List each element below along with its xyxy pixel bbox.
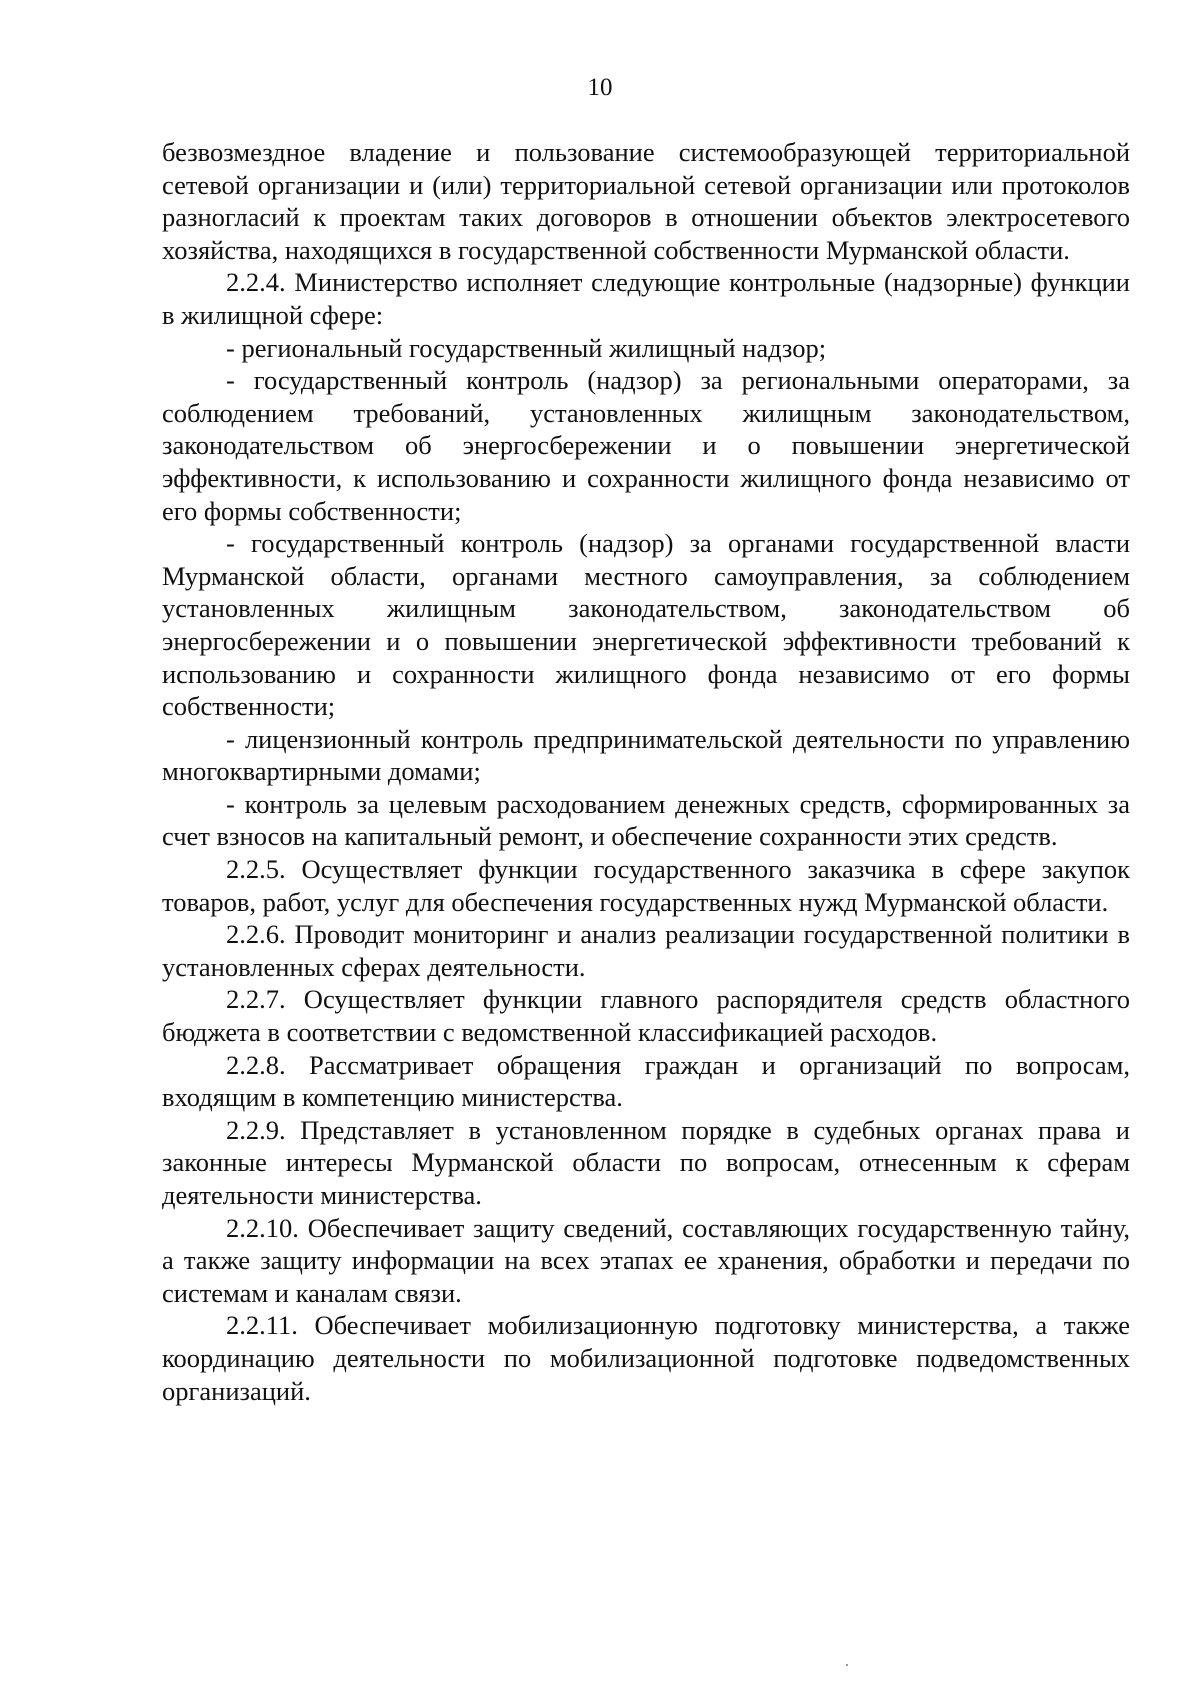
list-item-housing-supervision: - региональный государственный жилищный надзор; — [226, 332, 827, 363]
paragraph-2-2-9: 2.2.9. Представляет в установленном порядке в судебных органах права и законные интересы Мурманской области по вопросам, отнесенным к сферам деятельности министерства. — [162, 1114, 1130, 1210]
list-item-license-control: - лицензионный контроль предпринимательской деятельности по управлению многоквартирными домами; — [162, 723, 1130, 787]
paragraph-continuation: безвозмездное владение и пользование системообразующей территориальной сетевой организации и (или) территориальной сетевой организации или протоколов разногласий к проектам таких договоров в отношении объектов электросетевого хозяйства, находящихся в государственной собственности Мурманской области. — [162, 137, 1130, 265]
page-number: 10 — [587, 74, 613, 101]
paragraph-2-2-8: 2.2.8. Рассматривает обращения граждан и организаций по вопросам, входящим в компетенцию министерства. — [162, 1049, 1130, 1113]
scan-speck — [846, 1664, 848, 1666]
paragraph-2-2-5: 2.2.5. Осуществляет функции государственного заказчика в сфере закупок товаров, работ, услуг для обеспечения государственных нужд Мурманской области. — [162, 854, 1130, 917]
list-item-regional-operators-control: - государственный контроль (надзор) за региональными операторами, за соблюдением требований, установленных жилищным законодательством, законодательством об энергосбережении и о повышении энергетической эффективности, к использованию и сохранности жилищного фонда независимо от его формы собственности; — [162, 365, 1130, 526]
paragraph-2-2-4: 2.2.4. Министерство исполняет следующие контрольные (надзорные) функции в жилищной сфере: — [162, 267, 1130, 330]
paragraph-2-2-10: 2.2.10. Обеспечивает защиту сведений, составляющих государственную тайну, а также защиту информации на всех этапах ее хранения, обработки и передачи по системам и каналам связи. — [162, 1212, 1130, 1308]
paragraph-2-2-7: 2.2.7. Осуществляет функции главного распорядителя средств областного бюджета в соответствии с ведомственной классификацией расходов. — [162, 984, 1130, 1048]
paragraph-2-2-6: 2.2.6. Проводит мониторинг и анализ реализации государственной политики в установленных сферах деятельности. — [162, 919, 1130, 982]
list-item-funds-control: - контроль за целевым расходованием денежных средств, сформированных за счет взносов на капитальный ремонт, и обеспечение сохранности этих средств. — [162, 788, 1130, 852]
list-item-authorities-control: - государственный контроль (надзор) за органами государственной власти Мурманской области, органами местного самоуправления, за соблюдением установленных жилищным законодательством, законодательством об энергосбережении и о повышении энергетической эффективности требований к использованию и сохранности жилищного фонда независимо от его формы собственности; — [162, 528, 1130, 722]
paragraph-2-2-11: 2.2.11. Обеспечивает мобилизационную подготовку министерства, а также координацию деятельности по мобилизационной подготовке подведомственных организаций. — [162, 1310, 1130, 1406]
document-body — [162, 136, 1130, 1407]
